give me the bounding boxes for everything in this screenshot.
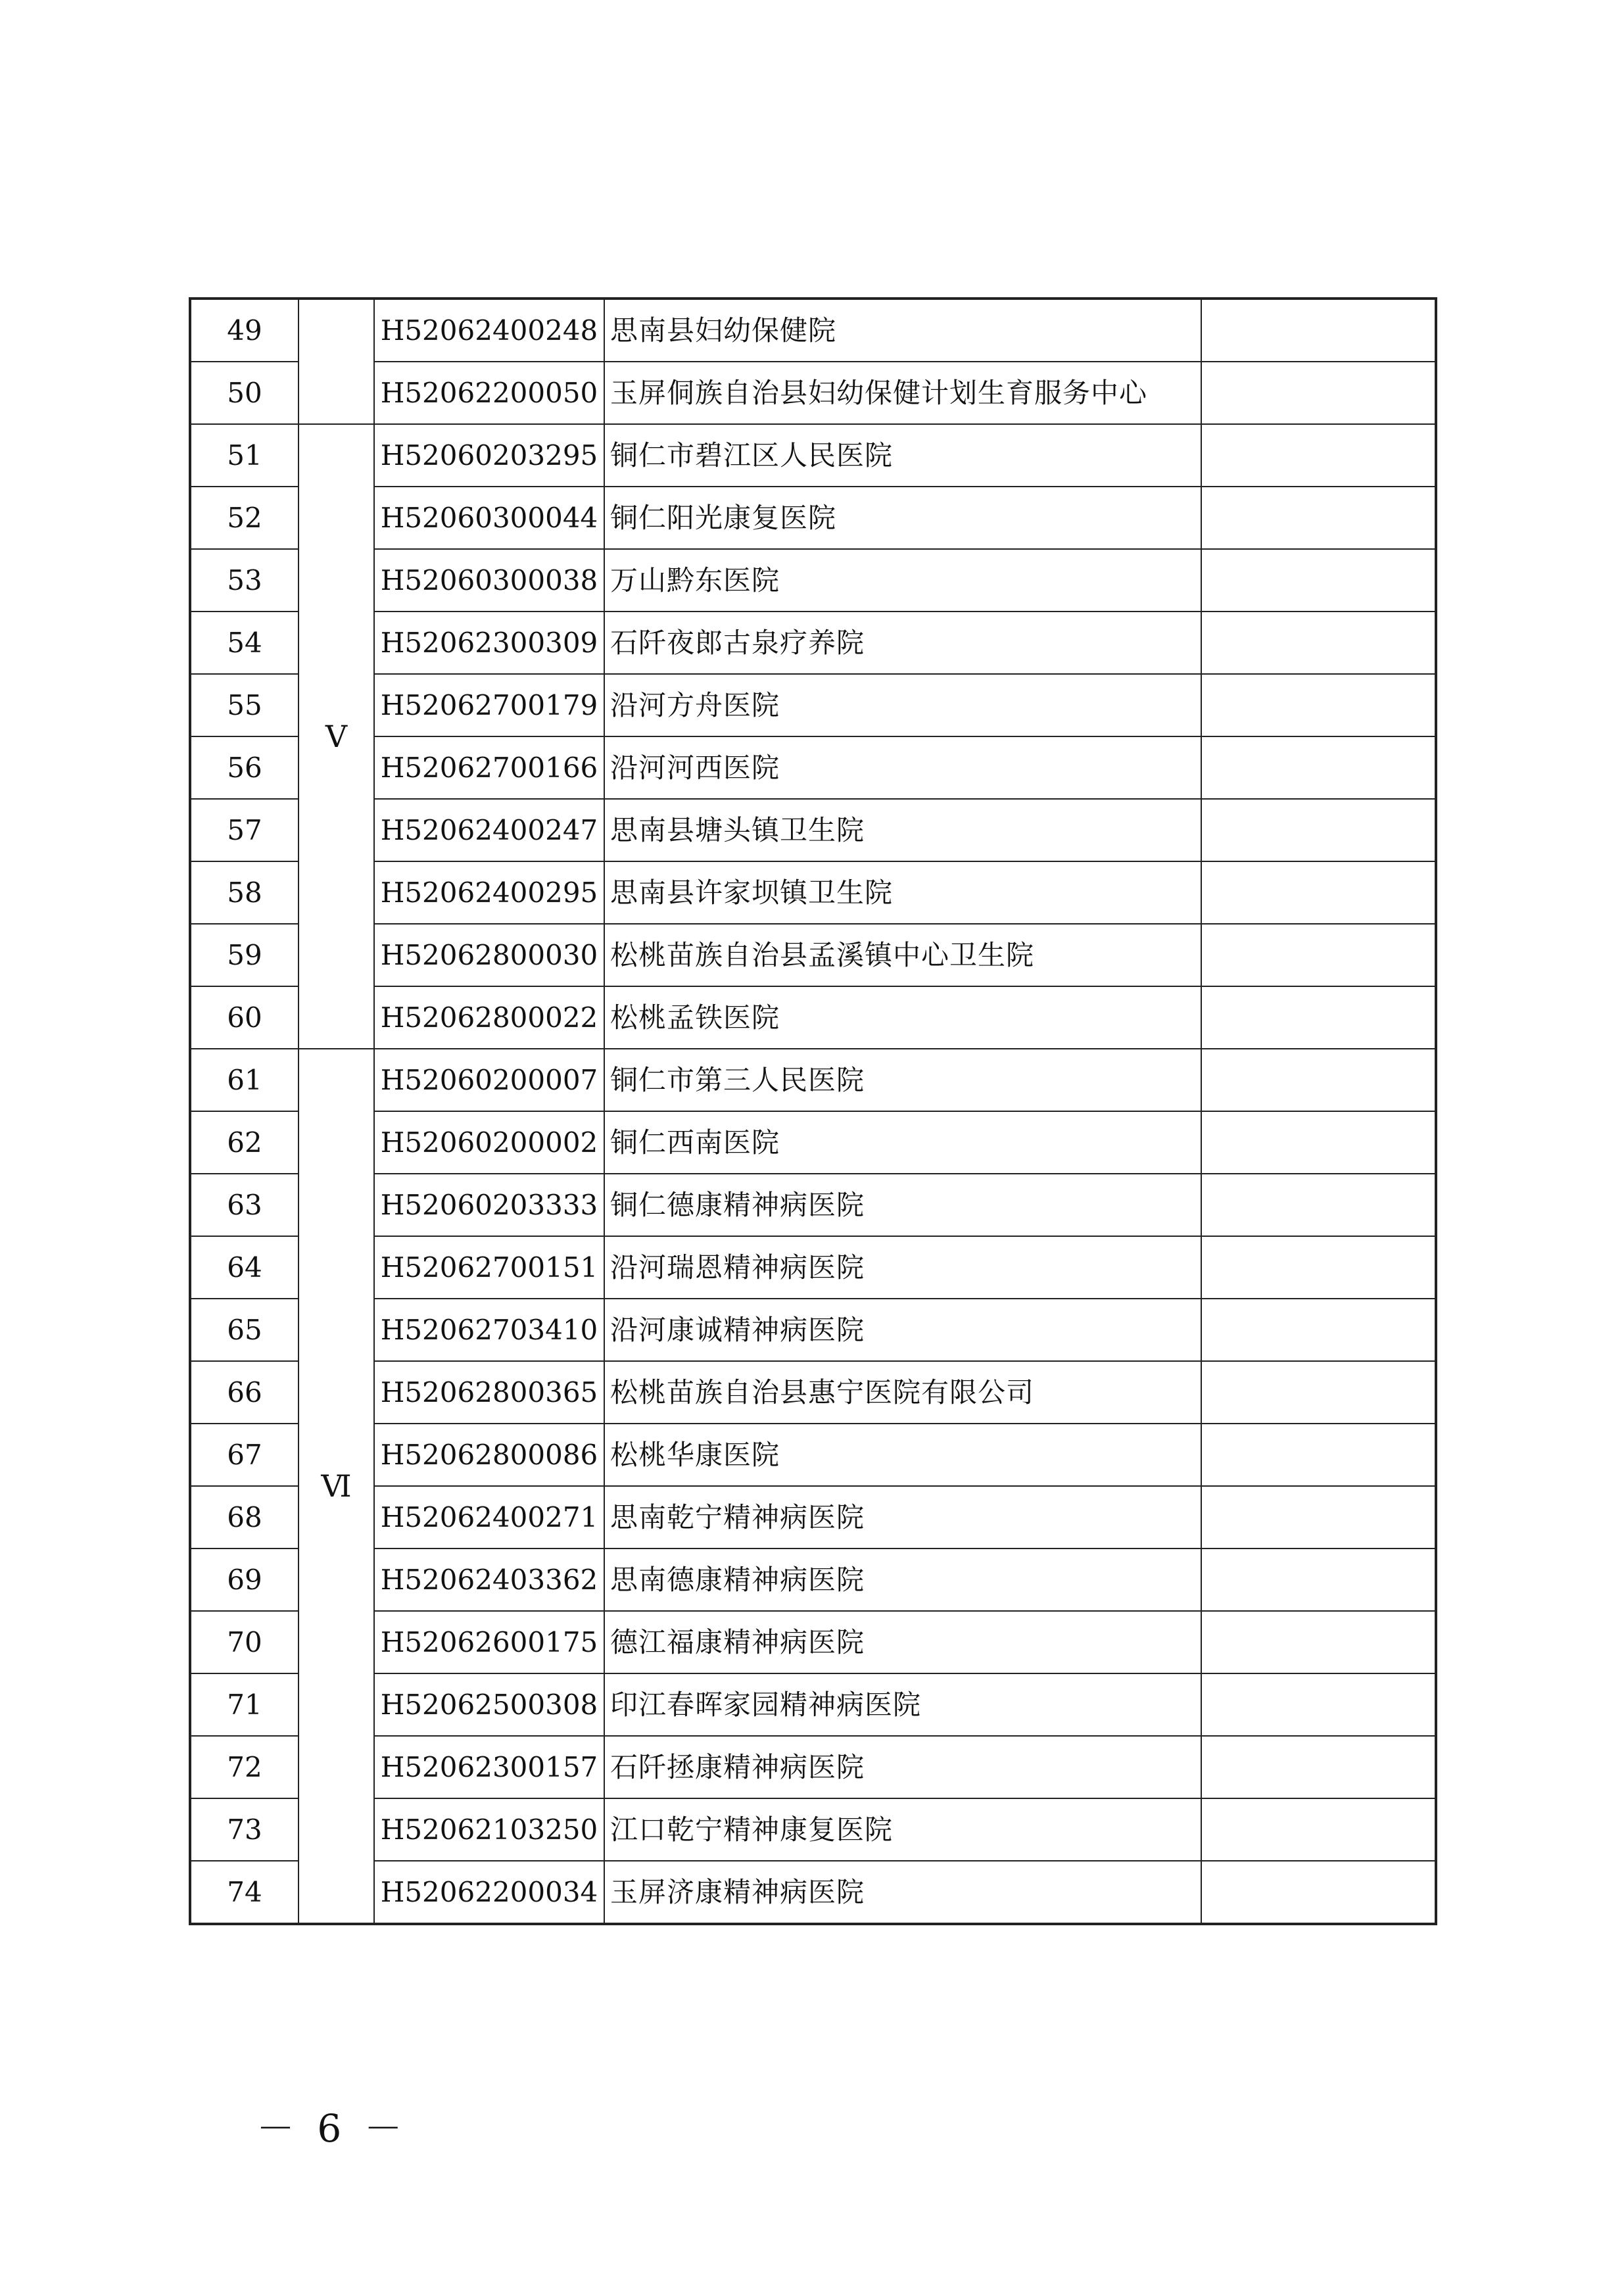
table-row	[190, 299, 1436, 362]
institution-code-cell: H52062300309	[374, 612, 604, 674]
institution-code-cell: H52062500308	[374, 1673, 604, 1736]
table-row	[190, 1236, 1436, 1299]
remark-cell	[1201, 1611, 1436, 1673]
table-row	[190, 1861, 1436, 1924]
serial-number-cell: 70	[190, 1611, 299, 1673]
institution-name-cell: 石阡夜郎古泉疗养院	[604, 612, 1201, 674]
table-row	[190, 1111, 1436, 1174]
table-row	[190, 924, 1436, 986]
remark-cell	[1201, 424, 1436, 487]
institution-name-cell: 铜仁市碧江区人民医院	[604, 424, 1201, 487]
institution-name-cell: 沿河康诚精神病医院	[604, 1299, 1201, 1361]
institution-name-cell: 江口乾宁精神康复医院	[604, 1798, 1201, 1861]
remark-cell	[1201, 1299, 1436, 1361]
serial-number-cell: 57	[190, 799, 299, 861]
remark-cell	[1201, 1361, 1436, 1424]
institution-code-cell: H52062800030	[374, 924, 604, 986]
institution-code-cell: H52062700179	[374, 674, 604, 736]
table-row	[190, 1798, 1436, 1861]
table-row	[190, 674, 1436, 736]
table-row	[190, 487, 1436, 549]
institution-name-cell: 玉屏侗族自治县妇幼保健计划生育服务中心	[604, 362, 1201, 424]
remark-cell	[1201, 1486, 1436, 1549]
serial-number-cell: 62	[190, 1111, 299, 1174]
table-row	[190, 1299, 1436, 1361]
group-level-cell	[299, 299, 374, 424]
group-level-cell: V	[299, 424, 374, 1049]
serial-number-cell: 60	[190, 986, 299, 1049]
remark-cell	[1201, 861, 1436, 924]
institution-name-cell: 铜仁德康精神病医院	[604, 1174, 1201, 1236]
institution-code-cell: H52060200007	[374, 1049, 604, 1111]
serial-number-cell: 65	[190, 1299, 299, 1361]
institution-name-cell: 铜仁市第三人民医院	[604, 1049, 1201, 1111]
serial-number-cell: 59	[190, 924, 299, 986]
table-row	[190, 1174, 1436, 1236]
institution-code-cell: H52062300157	[374, 1736, 604, 1798]
group-level-cell: Ⅵ	[299, 1049, 374, 1924]
institution-name-cell: 沿河河西医院	[604, 736, 1201, 799]
institution-code-cell: H52062703410	[374, 1299, 604, 1361]
institution-name-cell: 思南县塘头镇卫生院	[604, 799, 1201, 861]
institution-name-cell: 玉屏济康精神病医院	[604, 1861, 1201, 1924]
remark-cell	[1201, 1174, 1436, 1236]
institution-name-cell: 铜仁阳光康复医院	[604, 487, 1201, 549]
institution-code-cell: H52062700151	[374, 1236, 604, 1299]
table-row	[190, 986, 1436, 1049]
remark-cell	[1201, 1673, 1436, 1736]
table-row	[190, 799, 1436, 861]
institution-name-cell: 德江福康精神病医院	[604, 1611, 1201, 1673]
remark-cell	[1201, 924, 1436, 986]
institution-name-cell: 铜仁西南医院	[604, 1111, 1201, 1174]
institution-name-cell: 思南县妇幼保健院	[604, 299, 1201, 362]
institution-name-cell: 松桃孟铁医院	[604, 986, 1201, 1049]
institution-code-cell: H52062600175	[374, 1611, 604, 1673]
institution-code-cell: H52060300038	[374, 549, 604, 612]
serial-number-cell: 66	[190, 1361, 299, 1424]
institution-code-cell: H52060300044	[374, 487, 604, 549]
hospital-list-table	[189, 297, 1437, 1925]
serial-number-cell: 51	[190, 424, 299, 487]
remark-cell	[1201, 1111, 1436, 1174]
serial-number-cell: 71	[190, 1673, 299, 1736]
remark-cell	[1201, 299, 1436, 362]
serial-number-cell: 52	[190, 487, 299, 549]
institution-name-cell: 松桃苗族自治县孟溪镇中心卫生院	[604, 924, 1201, 986]
table-row	[190, 1424, 1436, 1486]
table-row	[190, 362, 1436, 424]
institution-code-cell: H52062400271	[374, 1486, 604, 1549]
institution-code-cell: H52060203333	[374, 1174, 604, 1236]
remark-cell	[1201, 487, 1436, 549]
table-row	[190, 1673, 1436, 1736]
institution-name-cell: 沿河瑞恩精神病医院	[604, 1236, 1201, 1299]
serial-number-cell: 73	[190, 1798, 299, 1861]
remark-cell	[1201, 736, 1436, 799]
serial-number-cell: 49	[190, 299, 299, 362]
remark-cell	[1201, 549, 1436, 612]
table-row	[190, 549, 1436, 612]
institution-code-cell: H52060203295	[374, 424, 604, 487]
serial-number-cell: 68	[190, 1486, 299, 1549]
institution-code-cell: H52062200050	[374, 362, 604, 424]
table-row	[190, 612, 1436, 674]
institution-code-cell: H52062700166	[374, 736, 604, 799]
remark-cell	[1201, 1798, 1436, 1861]
table-row	[190, 736, 1436, 799]
institution-name-cell: 松桃苗族自治县惠宁医院有限公司	[604, 1361, 1201, 1424]
serial-number-cell: 53	[190, 549, 299, 612]
table-row	[190, 424, 1436, 487]
serial-number-cell: 72	[190, 1736, 299, 1798]
institution-name-cell: 思南县许家坝镇卫生院	[604, 861, 1201, 924]
serial-number-cell: 64	[190, 1236, 299, 1299]
remark-cell	[1201, 1236, 1436, 1299]
remark-cell	[1201, 1861, 1436, 1924]
remark-cell	[1201, 799, 1436, 861]
table-row	[190, 861, 1436, 924]
serial-number-cell: 61	[190, 1049, 299, 1111]
remark-cell	[1201, 612, 1436, 674]
table-row	[190, 1736, 1436, 1798]
institution-code-cell: H52062400248	[374, 299, 604, 362]
serial-number-cell: 67	[190, 1424, 299, 1486]
serial-number-cell: 69	[190, 1549, 299, 1611]
institution-code-cell: H52062800365	[374, 1361, 604, 1424]
institution-name-cell: 沿河方舟医院	[604, 674, 1201, 736]
serial-number-cell: 54	[190, 612, 299, 674]
remark-cell	[1201, 1549, 1436, 1611]
institution-name-cell: 思南乾宁精神病医院	[604, 1486, 1201, 1549]
institution-name-cell: 印江春晖家园精神病医院	[604, 1673, 1201, 1736]
remark-cell	[1201, 1049, 1436, 1111]
table-row	[190, 1549, 1436, 1611]
remark-cell	[1201, 1736, 1436, 1798]
institution-code-cell: H52062403362	[374, 1549, 604, 1611]
institution-code-cell: H52060200002	[374, 1111, 604, 1174]
remark-cell	[1201, 674, 1436, 736]
institution-name-cell: 万山黔东医院	[604, 549, 1201, 612]
remark-cell	[1201, 986, 1436, 1049]
table-body	[190, 299, 1436, 1924]
table-row	[190, 1486, 1436, 1549]
institution-name-cell: 思南德康精神病医院	[604, 1549, 1201, 1611]
institution-code-cell: H52062400295	[374, 861, 604, 924]
table-row	[190, 1361, 1436, 1424]
institution-name-cell: 松桃华康医院	[604, 1424, 1201, 1486]
institution-code-cell: H52062400247	[374, 799, 604, 861]
serial-number-cell: 74	[190, 1861, 299, 1924]
table-row	[190, 1611, 1436, 1673]
institution-name-cell: 石阡拯康精神病医院	[604, 1736, 1201, 1798]
institution-code-cell: H52062800022	[374, 986, 604, 1049]
serial-number-cell: 55	[190, 674, 299, 736]
serial-number-cell: 56	[190, 736, 299, 799]
table-row	[190, 1049, 1436, 1111]
remark-cell	[1201, 1424, 1436, 1486]
page-number: － 6 －	[256, 2106, 408, 2151]
remark-cell	[1201, 362, 1436, 424]
serial-number-cell: 63	[190, 1174, 299, 1236]
institution-code-cell: H52062800086	[374, 1424, 604, 1486]
serial-number-cell: 58	[190, 861, 299, 924]
institution-code-cell: H52062103250	[374, 1798, 604, 1861]
serial-number-cell: 50	[190, 362, 299, 424]
institution-code-cell: H52062200034	[374, 1861, 604, 1924]
